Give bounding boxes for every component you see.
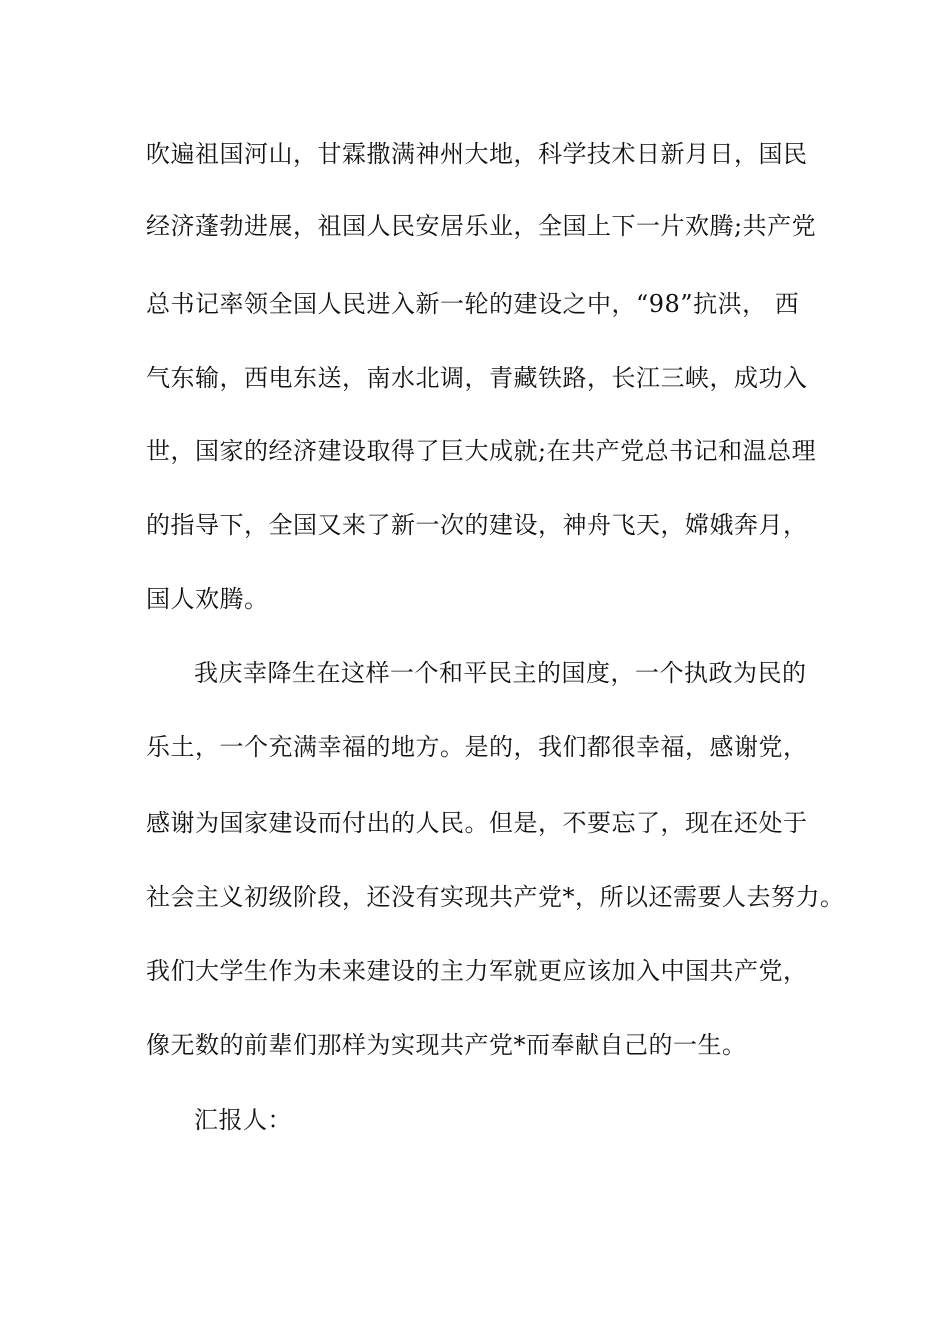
paragraph-1-line-7: 国人欢腾。 (146, 585, 269, 613)
paragraph-2-line-5: 我们大学生作为未来建设的主力军就更应该加入中国共产党， (146, 957, 808, 985)
paragraph-1-line-5: 世，国家的经济建设取得了巨大成就;在共产党总书记和温总理 (146, 437, 817, 465)
paragraph-2-line-3: 感谢为国家建设而付出的人民。但是，不要忘了，现在还处于 (146, 809, 808, 837)
paragraph-1-line-2: 经济蓬勃进展，祖国人民安居乐业，全国上下一片欢腾;共产党 (146, 212, 817, 240)
paragraph-2-line-2: 乐土，一个充满幸福的地方。是的，我们都很幸福，感谢党， (146, 733, 808, 761)
paragraph-2-line-1: 我庆幸降生在这样一个和平民主的国度，一个执政为民的 (194, 659, 807, 687)
paragraph-2-line-6: 像无数的前辈们那样为实现共产党*而奉献自己的一生。 (146, 1031, 747, 1059)
paragraph-1-line-1: 吹遍祖国河山，甘霖撒满神州大地，科学技术日新月日，国民 (146, 140, 808, 168)
paragraph-1-line-3: 总书记率领全国人民进入新一轮的建设之中，“98”抗洪， 西 (146, 290, 800, 318)
paragraph-1-line-6: 的指导下，全国又来了新一次的建设，神舟飞天，嫦娥奔月， (146, 511, 808, 539)
paragraph-1-line-4: 气东输，西电东送，南水北调，青藏铁路，长江三峡，成功入 (146, 364, 808, 392)
paragraph-2-line-4: 社会主义初级阶段，还没有实现共产党*，所以还需要人去努力。 (146, 883, 845, 911)
signature-label: 汇报人： (194, 1106, 292, 1134)
